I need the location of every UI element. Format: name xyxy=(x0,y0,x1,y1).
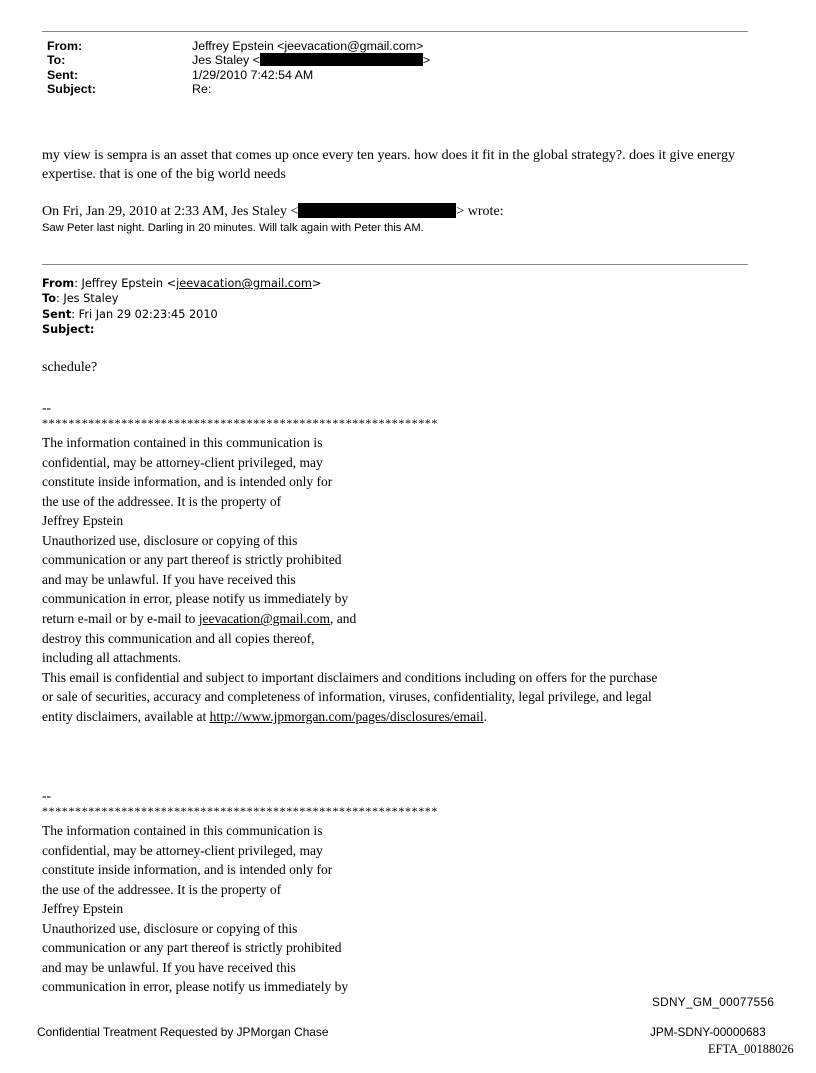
original-from-close: > xyxy=(311,277,322,290)
original-from-name: : Jeffrey Epstein < xyxy=(74,277,177,290)
original-header xyxy=(42,276,321,337)
to-prefix: Jes Staley < xyxy=(192,53,260,68)
top-divider xyxy=(42,31,748,32)
jpm-suffix: . xyxy=(483,708,488,724)
disclaimer-block-2 xyxy=(42,786,438,997)
disclaimer-stars: ************************************************************ xyxy=(42,803,438,818)
from-value: Jeffrey Epstein <jeevacation@gmail.com> xyxy=(192,39,424,53)
original-sent-value: : Fri Jan 29 02:23:45 2010 xyxy=(71,307,218,321)
original-from-label: From xyxy=(42,277,75,290)
disclaimer-line: confidential, may be attorney-client privileged, may xyxy=(42,454,323,470)
disclaimer-line: communication or any part thereof is strictly prohibited xyxy=(42,552,342,568)
quote-intro xyxy=(42,203,504,221)
return-prefix: return e-mail or by e-mail to xyxy=(42,611,199,627)
disclaimer-stars: ************************************************************ xyxy=(42,415,438,430)
sent-value: 1/29/2010 7:42:54 AM xyxy=(192,67,314,82)
redaction-bar xyxy=(260,53,423,66)
quote-divider xyxy=(42,264,748,265)
disclaimer-line: constitute inside information, and is intended only for xyxy=(42,474,333,490)
original-sent-label: Sent xyxy=(42,307,72,321)
original-subject-row xyxy=(42,322,321,337)
original-to-label: To xyxy=(42,292,56,306)
return-email-link[interactable]: jeevacation@gmail.com xyxy=(198,611,330,627)
subject-value: Re: xyxy=(192,81,212,96)
jpm-disclosures-link[interactable]: http://www.jpmorgan.com/pages/disclosures/email xyxy=(209,708,484,724)
to-value xyxy=(192,53,430,67)
disclaimer-line: Unauthorized use, disclosure or copying of this xyxy=(42,532,298,548)
return-suffix: , and xyxy=(329,611,357,627)
original-from-row xyxy=(42,276,321,291)
original-sent-row xyxy=(42,307,321,322)
original-from-email-link[interactable]: jeevacation@gmail.com xyxy=(176,277,312,290)
original-to-row xyxy=(42,291,321,306)
disclaimer-line: including all attachments. xyxy=(42,650,182,666)
subject-label: Subject: xyxy=(47,81,96,96)
disclaimer-dashes: -- xyxy=(42,400,51,415)
sent-label: Sent: xyxy=(47,67,78,82)
original-to-value: : Jes Staley xyxy=(55,292,119,306)
disclaimer-line: Jeffrey Epstein xyxy=(42,901,124,917)
redaction-bar xyxy=(298,203,456,218)
original-subject-label: Subject: xyxy=(42,322,95,336)
bates-sdny: SDNY_GM_00077556 xyxy=(652,995,775,1009)
to-label: To: xyxy=(47,53,66,68)
confidential-notice: Confidential Treatment Requested by JPMorgan Chase xyxy=(37,1025,329,1039)
quoted-reply: Saw Peter last night. Darling in 20 minutes. Will talk again with Peter this AM. xyxy=(42,222,424,234)
disclaimer-line: communication in error, please notify us immediately by xyxy=(42,979,349,995)
disclaimer-line: and may be unlawful. If you have received this xyxy=(42,959,296,975)
disclaimer-line: Jeffrey Epstein xyxy=(42,513,124,529)
disclaimer-line: constitute inside information, and is intended only for xyxy=(42,862,333,878)
bates-efta: EFTA_00188026 xyxy=(708,1042,794,1056)
disclaimer-line: destroy this communication and all copies thereof, xyxy=(42,630,315,646)
message-body: my view is sempra is an asset that comes up once every ten years. how does it fit in the global strategy?. does it give energy expertise. that is one of the big world needs xyxy=(42,148,735,182)
disclaimer-block-1 xyxy=(42,398,657,726)
from-label: From: xyxy=(47,39,83,53)
disclaimer-line: communication in error, please notify us immediately by xyxy=(42,591,349,607)
disclaimer-line: The information contained in this communication is xyxy=(42,823,323,839)
jpm-disclaimer-line: or sale of securities, accuracy and completeness of information, viruses, confidentiality, legal privilege, and legal xyxy=(42,689,652,705)
disclaimer-line: and may be unlawful. If you have received this xyxy=(42,571,296,587)
disclaimer-return-line xyxy=(42,609,657,629)
disclaimer-line: Unauthorized use, disclosure or copying of this xyxy=(42,920,298,936)
to-suffix: > xyxy=(422,53,431,68)
original-body: schedule? xyxy=(42,360,98,375)
jpm-disclaimer-url-line xyxy=(42,707,657,727)
disclaimer-dashes: -- xyxy=(42,788,51,803)
disclaimer-line: communication or any part thereof is strictly prohibited xyxy=(42,940,342,956)
disclaimer-line: confidential, may be attorney-client privileged, may xyxy=(42,842,323,858)
disclaimer-line: The information contained in this communication is xyxy=(42,435,323,451)
bates-jpm: JPM-SDNY-00000683 xyxy=(650,1025,766,1039)
disclaimer-line: the use of the addressee. It is the property of xyxy=(42,881,282,897)
quote-intro-prefix: On Fri, Jan 29, 2010 at 2:33 AM, Jes Staley < xyxy=(42,204,299,219)
jpm-prefix: entity disclaimers, available at xyxy=(42,708,210,724)
quote-intro-suffix: > wrote: xyxy=(456,204,504,219)
disclaimer-line: the use of the addressee. It is the property of xyxy=(42,493,282,509)
jpm-disclaimer-line: This email is confidential and subject to important disclaimers and conditions including on offers for the purchase xyxy=(42,669,658,685)
